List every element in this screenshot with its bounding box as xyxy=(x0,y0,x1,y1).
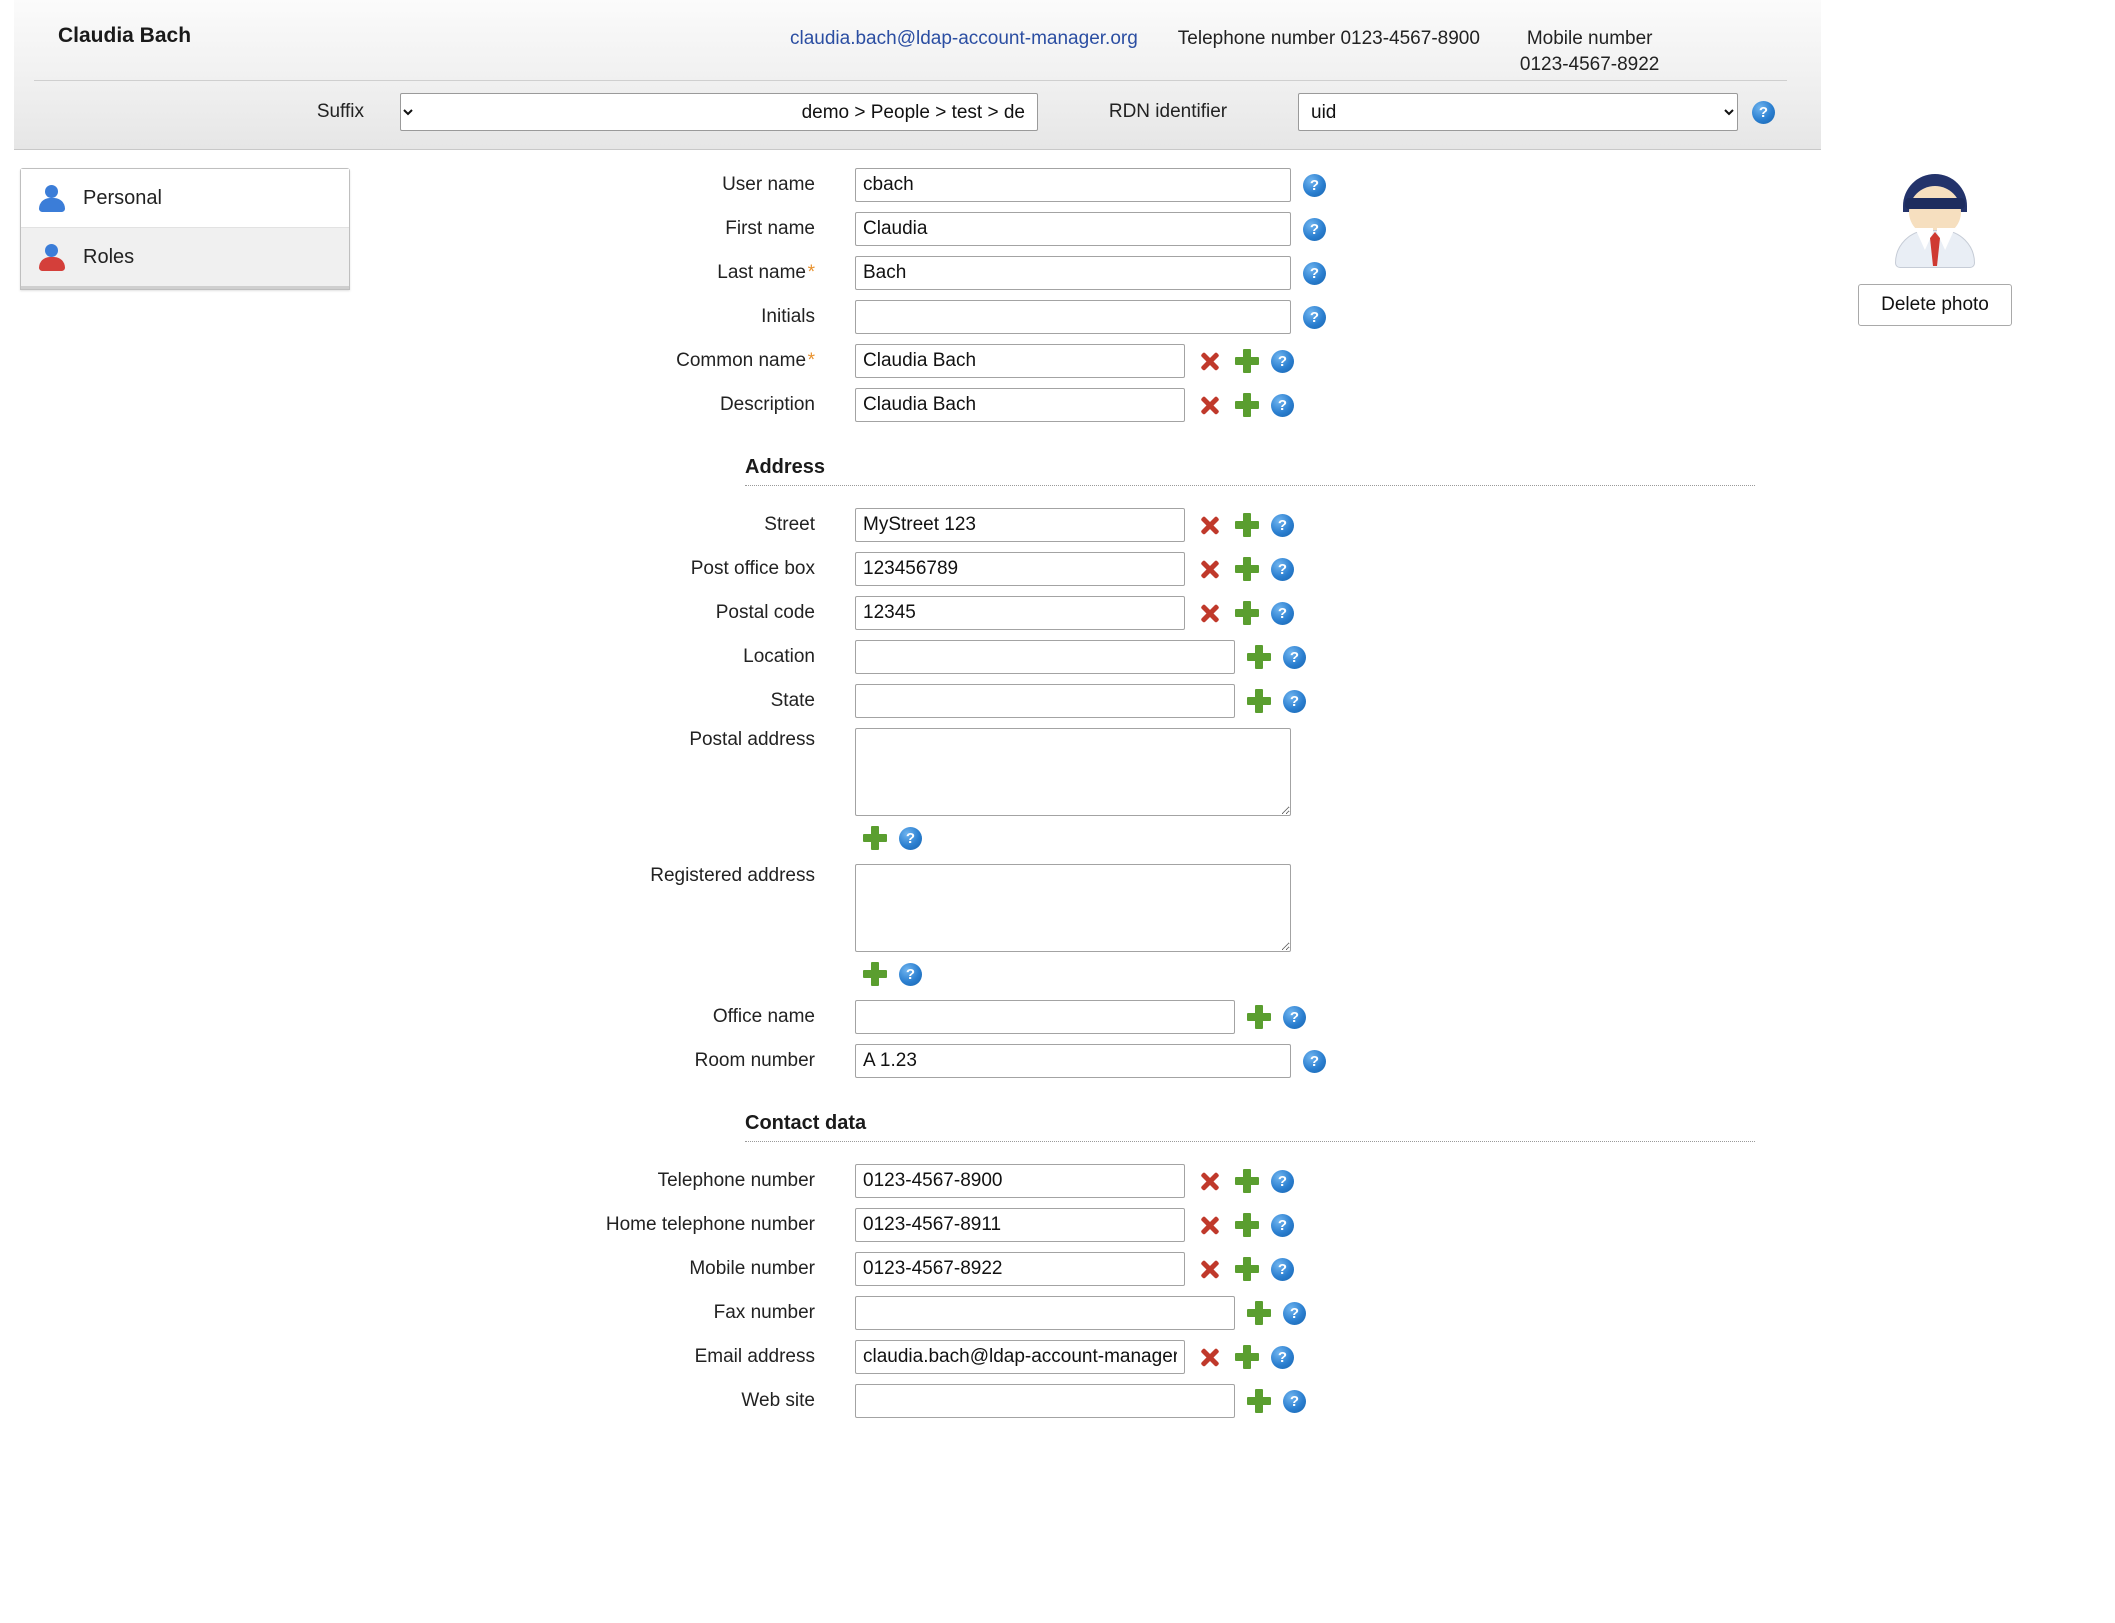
field-row-email-address xyxy=(335,1340,1755,1374)
add-icon[interactable] xyxy=(1235,601,1259,625)
add-icon[interactable] xyxy=(1235,1345,1259,1369)
state-label: State xyxy=(770,690,815,711)
header-contact-info xyxy=(790,28,1659,76)
registered-address-help-icon[interactable]: ? xyxy=(899,963,922,986)
room-number-input[interactable] xyxy=(855,1044,1291,1078)
location-label: Location xyxy=(743,646,815,667)
add-icon[interactable] xyxy=(1247,645,1271,669)
user-name-control xyxy=(855,168,1326,202)
user-name-label: User name xyxy=(722,174,815,195)
description-label: Description xyxy=(719,394,815,415)
add-icon[interactable] xyxy=(1235,557,1259,581)
telephone-number-control xyxy=(855,1164,1294,1198)
first-name-control xyxy=(855,212,1326,246)
postal-code-help-icon[interactable]: ? xyxy=(1271,602,1294,625)
page-title: Claudia Bach xyxy=(58,24,192,47)
common-name-input[interactable] xyxy=(855,344,1185,378)
rdn-label: RDN identifier xyxy=(1108,101,1228,122)
add-icon[interactable] xyxy=(1235,1257,1259,1281)
field-row-initials xyxy=(335,300,1755,334)
description-help-icon[interactable]: ? xyxy=(1271,394,1294,417)
add-icon[interactable] xyxy=(1247,1005,1271,1029)
add-icon[interactable] xyxy=(1247,1389,1271,1413)
initials-help-icon[interactable]: ? xyxy=(1303,306,1326,329)
fax-number-input[interactable] xyxy=(855,1296,1235,1330)
remove-icon[interactable] xyxy=(1197,1168,1223,1194)
home-telephone-number-help-icon[interactable]: ? xyxy=(1271,1214,1294,1237)
web-site-help-icon[interactable]: ? xyxy=(1283,1390,1306,1413)
add-icon[interactable] xyxy=(1235,1169,1259,1193)
registered-address-adder xyxy=(335,962,1755,986)
sidebar-item-personal[interactable] xyxy=(21,169,349,228)
office-name-help-icon[interactable]: ? xyxy=(1283,1006,1306,1029)
telephone-number-label: Telephone number xyxy=(657,1170,815,1191)
postal-address-adder xyxy=(335,826,1755,850)
room-number-control xyxy=(855,1044,1326,1078)
remove-icon[interactable] xyxy=(1197,1344,1223,1370)
field-row-room-number xyxy=(335,1044,1755,1078)
post-office-box-label: Post office box xyxy=(690,558,815,579)
email-address-label: Email address xyxy=(694,1346,815,1367)
sidebar xyxy=(0,150,335,290)
state-input[interactable] xyxy=(855,684,1235,718)
remove-icon[interactable] xyxy=(1197,1256,1223,1282)
header-mobile-label: Mobile number xyxy=(1526,28,1653,49)
remove-icon[interactable] xyxy=(1197,1212,1223,1238)
last-name-control xyxy=(855,256,1326,290)
last-name-label: Last name * xyxy=(717,262,815,283)
room-number-label: Room number xyxy=(694,1050,815,1071)
home-telephone-number-input[interactable] xyxy=(855,1208,1185,1242)
state-control xyxy=(855,684,1306,718)
registered-address-textarea[interactable] xyxy=(855,864,1291,952)
initials-label: Initials xyxy=(761,306,815,327)
field-row-street xyxy=(335,508,1755,542)
web-site-label: Web site xyxy=(741,1390,815,1411)
postal-address-textarea[interactable] xyxy=(855,728,1291,816)
section-title-address: Address xyxy=(745,456,826,478)
mobile-number-label: Mobile number xyxy=(689,1258,815,1279)
common-name-control xyxy=(855,344,1294,378)
office-name-label: Office name xyxy=(712,1006,815,1027)
suffix-label: Suffix xyxy=(316,101,364,122)
postal-address-help-icon[interactable]: ? xyxy=(899,827,922,850)
user-avatar-icon xyxy=(1891,174,1979,266)
last-name-input[interactable] xyxy=(855,256,1291,290)
last-name-help-icon[interactable]: ? xyxy=(1303,262,1326,285)
rdn-help-icon[interactable]: ? xyxy=(1752,101,1775,124)
section-title-contact-data: Contact data xyxy=(745,1112,867,1134)
state-help-icon[interactable]: ? xyxy=(1283,690,1306,713)
remove-icon[interactable] xyxy=(1197,392,1223,418)
office-name-control xyxy=(855,1000,1306,1034)
field-row-fax-number xyxy=(335,1296,1755,1330)
description-input[interactable] xyxy=(855,388,1185,422)
section-contact-data xyxy=(335,1112,1755,1142)
registered-address-label: Registered address xyxy=(650,865,815,886)
header-top xyxy=(0,0,1821,80)
field-row-office-name xyxy=(335,1000,1755,1034)
suffix-select[interactable] xyxy=(400,93,1038,131)
field-row-post-office-box xyxy=(335,552,1755,586)
add-icon[interactable] xyxy=(1247,689,1271,713)
person-icon xyxy=(37,242,67,272)
email-address-input[interactable] xyxy=(855,1340,1185,1374)
field-row-state xyxy=(335,684,1755,718)
profile-form xyxy=(335,150,1755,1468)
field-row-last-name xyxy=(335,256,1755,290)
page-left-edge xyxy=(0,0,14,1623)
page-header xyxy=(0,0,1821,150)
mobile-number-input[interactable] xyxy=(855,1252,1185,1286)
rdn-select[interactable] xyxy=(1298,93,1738,131)
mobile-number-help-icon[interactable]: ? xyxy=(1271,1258,1294,1281)
add-icon[interactable] xyxy=(1235,1213,1259,1237)
user-name-input[interactable] xyxy=(855,168,1291,202)
field-row-telephone-number xyxy=(335,1164,1755,1198)
sidebar-item-roles[interactable] xyxy=(21,228,349,289)
location-input[interactable] xyxy=(855,640,1235,674)
remove-icon[interactable] xyxy=(1197,556,1223,582)
home-telephone-number-control xyxy=(855,1208,1294,1242)
user-name-help-icon[interactable]: ? xyxy=(1303,174,1326,197)
postal-code-control xyxy=(855,596,1294,630)
field-row-first-name xyxy=(335,212,1755,246)
field-row-user-name xyxy=(335,168,1755,202)
street-help-icon[interactable]: ? xyxy=(1271,514,1294,537)
add-icon[interactable] xyxy=(1247,1301,1271,1325)
room-number-help-icon[interactable]: ? xyxy=(1303,1050,1326,1073)
street-control xyxy=(855,508,1294,542)
field-row-home-telephone-number xyxy=(335,1208,1755,1242)
common-name-help-icon[interactable]: ? xyxy=(1271,350,1294,373)
add-icon[interactable] xyxy=(863,826,887,850)
email-address-control xyxy=(855,1340,1294,1374)
header-telephone: Telephone number 0123-4567-8900 xyxy=(1177,28,1480,49)
fax-number-help-icon[interactable]: ? xyxy=(1283,1302,1306,1325)
field-row-description xyxy=(335,388,1755,422)
section-address xyxy=(335,456,1755,486)
postal-address-label: Postal address xyxy=(689,729,815,750)
field-row-common-name xyxy=(335,344,1755,378)
email-address-help-icon[interactable]: ? xyxy=(1271,1346,1294,1369)
initials-input[interactable] xyxy=(855,300,1291,334)
fax-number-control xyxy=(855,1296,1306,1330)
header-mobile xyxy=(1520,28,1659,76)
field-row-web-site xyxy=(335,1384,1755,1418)
common-name-label: Common name * xyxy=(676,350,815,371)
photo-column xyxy=(1755,150,2115,326)
remove-icon[interactable] xyxy=(1197,600,1223,626)
add-icon[interactable] xyxy=(1235,349,1259,373)
first-name-label: First name xyxy=(725,218,815,239)
home-telephone-number-label: Home telephone number xyxy=(605,1214,815,1235)
post-office-box-control xyxy=(855,552,1294,586)
field-row-mobile-number xyxy=(335,1252,1755,1286)
postal-address-control xyxy=(855,728,1291,816)
street-label: Street xyxy=(764,514,815,535)
location-control xyxy=(855,640,1306,674)
first-name-help-icon[interactable]: ? xyxy=(1303,218,1326,241)
telephone-number-input[interactable] xyxy=(855,1164,1185,1198)
field-row-registered-address xyxy=(335,864,1755,952)
description-control xyxy=(855,388,1294,422)
field-row-postal-code xyxy=(335,596,1755,630)
post-office-box-input[interactable] xyxy=(855,552,1185,586)
postal-code-label: Postal code xyxy=(715,602,815,623)
sidebar-item-label: Personal xyxy=(83,186,162,209)
add-icon[interactable] xyxy=(1235,513,1259,537)
web-site-input[interactable] xyxy=(855,1384,1235,1418)
field-row-postal-address xyxy=(335,728,1755,816)
sidebar-tabs xyxy=(20,168,350,290)
postal-code-input[interactable] xyxy=(855,596,1185,630)
sidebar-item-label: Roles xyxy=(83,245,135,268)
field-row-location xyxy=(335,640,1755,674)
header-controls xyxy=(0,81,1821,149)
office-name-input[interactable] xyxy=(855,1000,1235,1034)
remove-icon[interactable] xyxy=(1197,512,1223,538)
delete-photo-button[interactable]: Delete photo xyxy=(1858,284,2012,326)
fax-number-label: Fax number xyxy=(713,1302,815,1323)
page-body xyxy=(0,150,1989,1468)
telephone-number-help-icon[interactable]: ? xyxy=(1271,1170,1294,1193)
remove-icon[interactable] xyxy=(1197,348,1223,374)
header-email-link[interactable]: claudia.bach@ldap-account-manager.org xyxy=(790,28,1138,49)
person-icon xyxy=(37,183,67,213)
add-icon[interactable] xyxy=(863,962,887,986)
web-site-control xyxy=(855,1384,1306,1418)
mobile-number-control xyxy=(855,1252,1294,1286)
initials-control xyxy=(855,300,1326,334)
header-mobile-number: 0123-4567-8922 xyxy=(1519,54,1660,75)
registered-address-control xyxy=(855,864,1291,952)
first-name-input[interactable] xyxy=(855,212,1291,246)
street-input[interactable] xyxy=(855,508,1185,542)
post-office-box-help-icon[interactable]: ? xyxy=(1271,558,1294,581)
location-help-icon[interactable]: ? xyxy=(1283,646,1306,669)
add-icon[interactable] xyxy=(1235,393,1259,417)
